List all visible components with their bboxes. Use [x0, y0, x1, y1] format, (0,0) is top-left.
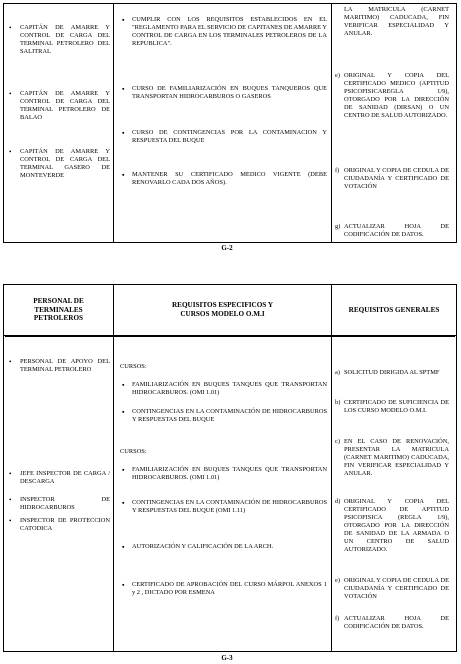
bullet-icon: •: [9, 358, 12, 366]
bullet-icon: ▪: [122, 129, 125, 137]
bullet-icon: ▪: [122, 171, 125, 179]
requirement-item: CURSO DE CONTINGENCIAS POR LA CONTAMINACION Y RESPUESTA DEL BUQUE: [132, 129, 327, 144]
item-label: e): [335, 577, 340, 584]
table-caption: G-3: [221, 654, 233, 662]
bullet-icon: ▪: [122, 408, 125, 416]
general-requirements-column: [332, 285, 456, 651]
specific-requirements-column: [114, 285, 332, 651]
bullet-icon: •: [9, 517, 12, 525]
item-label: a): [335, 369, 340, 376]
course-item: AUTORIZACIÓN Y CALIFICACIÓN DE LA ARCH.: [132, 543, 274, 550]
position-item: PERSONAL DE APOYO DEL TERMINAL PETROLERO: [20, 358, 110, 373]
position-item: CAPITÁN DE AMARRE Y CONTROL DE CARGA DEL TERMINAL PETROLERO DE BALAO: [20, 90, 110, 121]
requirements-table-g3: [3, 284, 457, 652]
header-line: CURSOS MODELO O.M.I: [180, 310, 265, 318]
bullet-icon: •: [9, 496, 12, 504]
requirement-item: SOLICITUD DIRIGIDA AL SPTMF: [344, 369, 440, 376]
bullet-icon: •: [9, 148, 12, 156]
requirement-text: LA MATRICULA (CARNET MARITIMO) CADUCADA, FIN VERIFICAR ESPECIALIDAD Y ANULAR.: [344, 6, 449, 37]
cursos-label: CURSOS:: [120, 363, 147, 370]
item-label: f): [335, 615, 340, 622]
cursos-label: CURSOS:: [120, 448, 147, 455]
header-line: PETROLEROS: [33, 314, 84, 323]
header-line: REQUISITOS GENERALES: [348, 305, 440, 314]
item-label: f): [335, 167, 340, 174]
item-label: b): [335, 399, 341, 406]
course-item: FAMILIARIZACIÓN EN BUQUES TANQUES QUE TRANSPORTAN HIDROCARBUROS. (OMI 1.01): [132, 381, 327, 396]
bullet-icon: ▪: [122, 85, 125, 93]
requirement-item: CURSO DE FAMILIARIZACIÓN EN BUQUES TANQUEROS QUE TRANSPORTAN HIDROCARBUROS O GASEROS: [132, 85, 327, 100]
general-requirements-column: [332, 4, 456, 242]
header-line: PERSONAL DE: [33, 297, 84, 306]
item-label: c): [335, 438, 340, 445]
course-item: CERTIFICADO DE APROBACIÓN DEL CURSO MÁRPOL ANEXOS 1 y 2 , DICTADO POR ESMENA: [132, 581, 327, 596]
bullet-icon: ▪: [122, 466, 125, 474]
course-item: CONTINGENCIAS EN LA CONTAMINACIÓN DE HIDROCARBUROS Y RESPUESTAS DEL BUQUE: [132, 408, 327, 423]
bullet-icon: •: [9, 90, 12, 98]
item-label: d): [335, 498, 341, 505]
requirement-item: ORIGINAL Y COPIA DEL CERTIFICADO MEDICO (APTITUD PSICOFISICAREGLA 1/9), OTORGADO POR LA DIRECCIÓN DE SANIDAD (DIRSAN) O UN CENTRO DE SALUD AUTORIZADO.: [344, 72, 449, 119]
position-item: CAPITÁN DE AMARRE Y CONTROL DE CARGA DEL TERMINAL PETROLERO DEL SALITRAL: [20, 24, 110, 55]
requirements-table-g2: [3, 3, 457, 243]
bullet-icon: ▪: [122, 543, 125, 551]
bullet-icon: •: [9, 24, 12, 32]
requirement-item: ACTUALIZAR HOJA DE CODIFICACIÓN DE DATOS.: [344, 223, 449, 238]
position-item: INSPECTOR DE HIDROCARBUROS: [20, 496, 110, 511]
course-item: FAMILIARIZACIÓN EN BUQUES TANQUES QUE TRANSPORTAN HIDROCARBUROS. (OMI 1.01): [132, 466, 327, 481]
requirement-item: CERTIFICADO DE SUFICIENCIA DE LOS CURSO MODELO O.M.I.: [344, 399, 449, 414]
bullet-icon: •: [9, 470, 12, 478]
requirement-item: EN EL CASO DE RENOVACIÓN, PRESENTAR LA MATRICULA (CARNET MARITIMO) CADUCADA, FIN VERIFICAR ESPECIALIDAD Y ANULAR.: [344, 438, 449, 477]
positions-column: [4, 4, 114, 242]
position-item: CAPITÁN DE AMARRE Y CONTROL DE CARGA DEL TERMINAL GASERO DE MONTEVERDE: [20, 148, 110, 179]
column-header: [114, 285, 331, 336]
column-header: [332, 285, 456, 336]
requirement-item: ORIGINAL Y COPIA DEL CERTIFICADO DE APTITUD PSICOFISICA (REGLA 1/9), OTORGADO POR LA DIRECCIÓN DE SANIDAD DE LA ARMADA O UN CENTRO DE SALUD AUTORIZADO.: [344, 498, 449, 553]
bullet-icon: ▪: [122, 16, 125, 24]
item-label: g): [335, 223, 341, 230]
bullet-icon: ▪: [122, 381, 125, 389]
requirement-item: ACTUALIZAR HOJA DE CODIFICACIÓN DE DATOS.: [344, 615, 449, 630]
header-line: TERMINALES: [34, 305, 83, 314]
position-item: INSPECTOR DE PROTECCION CATODICA: [20, 517, 110, 532]
bullet-icon: ▪: [122, 499, 125, 507]
requirement-item: ORIGINAL Y COPIA DE CEDULA DE CIUDADANÍA Y CERTIFICADO DE VOTACIÓN: [344, 167, 449, 190]
column-header: [4, 285, 113, 336]
bullet-icon: ▪: [122, 581, 125, 589]
header-line: REQUISITOS ESPECIFICOS Y: [171, 301, 274, 310]
positions-column: [4, 285, 114, 651]
course-item: CONTINGENCIAS EN LA CONTAMINACIÓN DE HIDROCARBUROS Y RESPUESTAS DEL BUQUE (OMI 1.11): [132, 499, 327, 514]
requirement-item: MANTENER SU CERTIFICADO MEDICO VIGENTE (DEBE RENOVARLO CADA DOS AÑOS).: [132, 171, 327, 186]
requirement-item: ORIGINAL Y COPIA DE CEDULA DE CIUDADANÍA Y CERTIFICADO DE VOTACIÓN: [344, 577, 449, 600]
table-caption: G-2: [221, 244, 233, 252]
requirement-item: CUMPLIR CON LOS REQUISITOS ESTABLECIDOS EN EL "REGLAMENTO PARA EL SERVICIO DE CAPITANES DE AMARRE Y CONTROL DE CARGA EN LOS TERMINALES PETROLEROS DE LA REPUBLICA".: [132, 16, 327, 47]
specific-requirements-column: [114, 4, 332, 242]
item-label: e): [335, 72, 340, 79]
position-item: JEFE INSPECTOR DE CARGA / DESCARGA: [20, 470, 110, 485]
